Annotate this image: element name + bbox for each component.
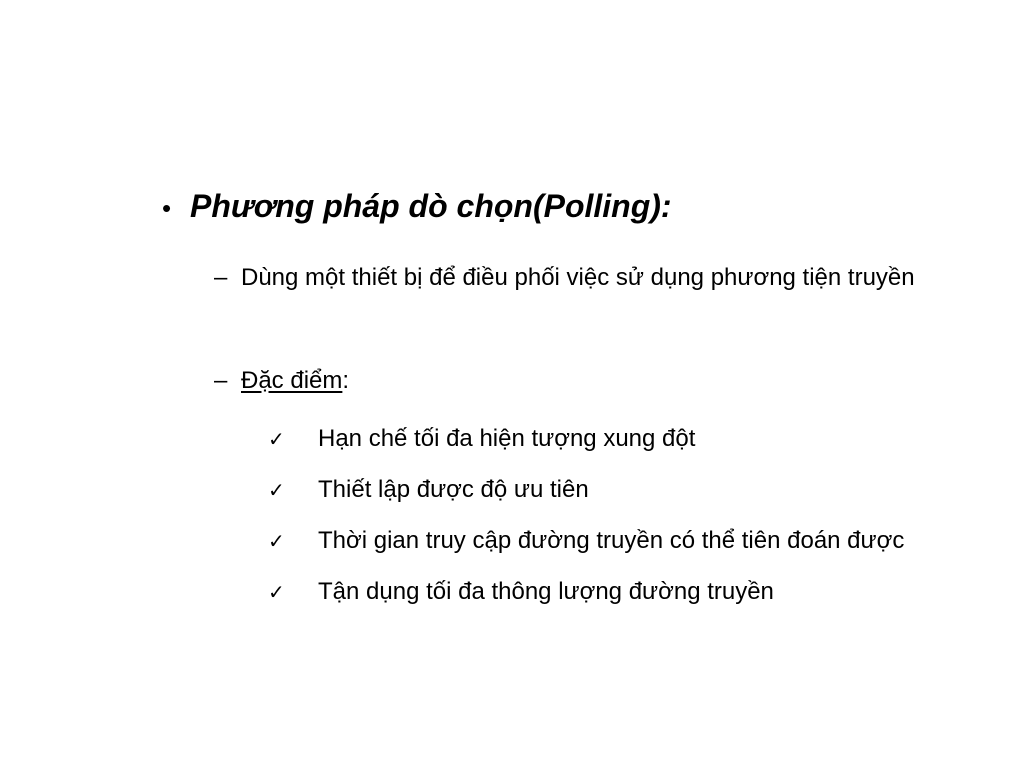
- point-item-usage: [214, 261, 974, 294]
- heading-text: Phương pháp dò chọn(Polling):: [190, 188, 672, 224]
- checkmark-icon: ✓: [268, 529, 285, 553]
- checkmark-icon: ✓: [268, 478, 285, 502]
- features-label: Đặc điểm: [241, 367, 343, 394]
- list-item: [268, 524, 988, 558]
- heading-bullet-item: [162, 186, 962, 228]
- features-label-line: [241, 364, 974, 397]
- bullet-icon: •: [162, 193, 172, 223]
- point-text: Dùng một thiết bị để điều phối việc sử dụng phương tiện truyền: [241, 264, 915, 291]
- features-label-suffix: :: [342, 367, 350, 394]
- list-item: [268, 422, 988, 456]
- dash-icon: –: [214, 367, 228, 394]
- point-item-features: [214, 364, 974, 397]
- feature-text: Thiết lập được độ ưu tiên: [318, 476, 589, 503]
- feature-text: Tận dụng tối đa thông lượng đường truyền: [318, 578, 774, 605]
- checkmark-icon: ✓: [268, 427, 285, 451]
- list-item: [268, 473, 988, 507]
- feature-text: Hạn chế tối đa hiện tượng xung đột: [318, 425, 696, 452]
- feature-list: [268, 422, 988, 626]
- checkmark-icon: ✓: [268, 580, 285, 604]
- feature-text: Thời gian truy cập đường truyền có thể tiên đoán được: [318, 527, 905, 554]
- list-item: [268, 575, 988, 609]
- dash-icon: –: [214, 264, 228, 291]
